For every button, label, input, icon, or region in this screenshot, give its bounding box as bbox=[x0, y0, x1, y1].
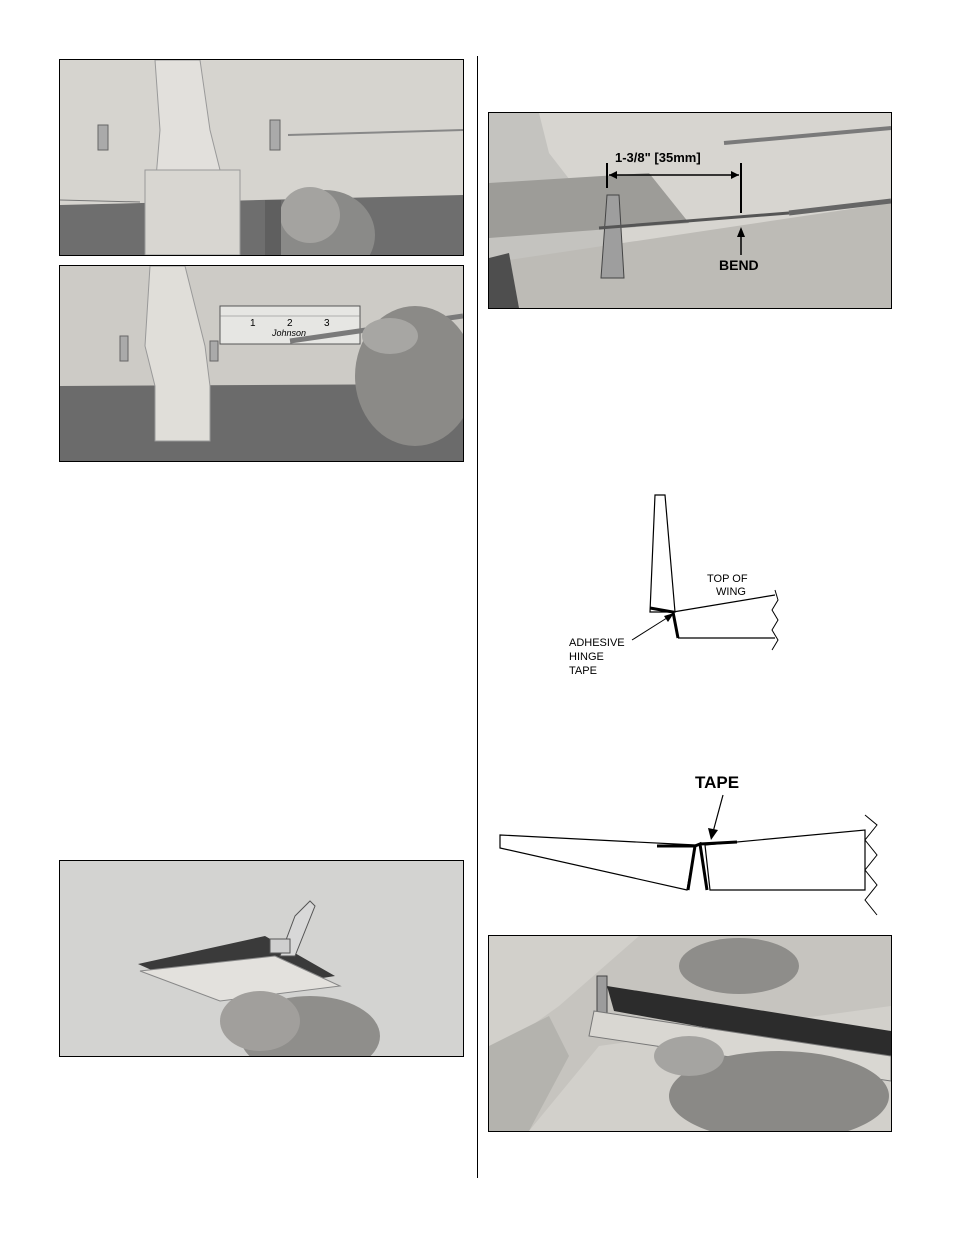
hinge-diagram bbox=[560, 490, 800, 690]
ruler-tick: 2 bbox=[287, 318, 293, 329]
top-of-wing-label: WING bbox=[716, 586, 746, 598]
photo-elevator-horn bbox=[59, 860, 464, 1057]
ruler-brand-logo: Johnson bbox=[272, 328, 307, 338]
tape-diagram bbox=[495, 770, 890, 925]
photo-pushrod-bend bbox=[488, 112, 892, 309]
adhesive-hinge-tape-label: HINGE bbox=[569, 651, 604, 663]
photo-applying-tape bbox=[488, 935, 892, 1132]
photo-ruler-measure bbox=[59, 265, 464, 462]
top-of-wing-label: TOP OF bbox=[707, 573, 748, 585]
column-divider bbox=[477, 56, 478, 1178]
ruler-tick: 1 bbox=[250, 318, 256, 329]
ruler bbox=[220, 306, 360, 344]
bend-label: BEND bbox=[719, 257, 759, 273]
tape-label: TAPE bbox=[695, 773, 740, 792]
adhesive-hinge-tape-label: ADHESIVE bbox=[569, 637, 625, 649]
ruler-tick: 3 bbox=[324, 318, 330, 329]
photo-wing-cut bbox=[59, 59, 464, 256]
adhesive-hinge-tape-label: TAPE bbox=[569, 665, 597, 677]
dimension-label: 1-3/8" [35mm] bbox=[615, 150, 701, 165]
